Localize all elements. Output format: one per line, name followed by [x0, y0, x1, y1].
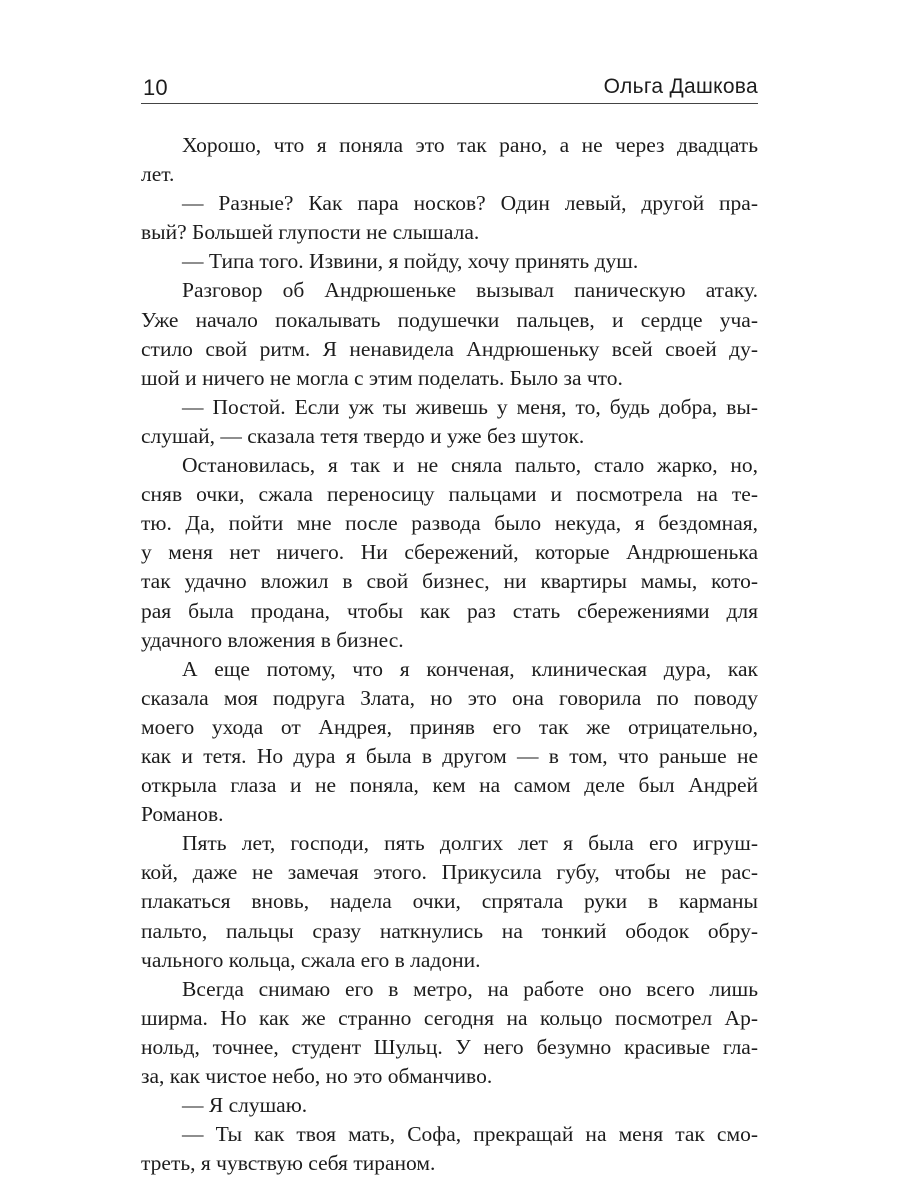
author-name: Ольга Дашкова: [603, 75, 758, 98]
text-line: — Типа того. Извини, я пойду, хочу принять душ.: [182, 249, 639, 274]
text-line: Хорошо, что я поняла это так рано, а не через двадцать: [182, 133, 758, 157]
text-line: Всегда снимаю его в метро, на работе оно всего лишь: [182, 976, 758, 1001]
text-line: слушай, — сказала тетя твердо и уже без шуток.: [141, 423, 585, 448]
text-line: плакаться вновь, надела очки, спрятала руки в карманы: [141, 889, 758, 914]
text-line: Романов.: [141, 802, 224, 827]
text-line: — Ты как твоя мать, Софа, прекращай на меня так смо-: [182, 1122, 758, 1147]
text-line: А еще потому, что я конченая, клиническая дура, как: [182, 656, 758, 681]
running-head: [141, 73, 758, 104]
text-line: удачного вложения в бизнес.: [141, 627, 404, 652]
text-line: шой и ничего не могла с этим поделать. Было за что.: [141, 365, 623, 390]
text-line: рая была продана, чтобы как раз стать сбережениями для: [141, 598, 758, 623]
text-line: стило свой ритм. Я ненавидела Андрюшеньку всей своей ду-: [141, 336, 758, 361]
text-line: Разговор об Андрюшеньке вызывал паническую атаку.: [182, 278, 758, 303]
text-line: лет.: [141, 162, 175, 187]
body-text: [141, 131, 758, 1178]
text-line: сняв очки, сжала переносицу пальцами и посмотрела на те-: [141, 482, 758, 507]
text-line: Уже начало покалывать подушечки пальцев, и сердце уча-: [141, 307, 758, 332]
text-line: Пять лет, господи, пять долгих лет я была его игруш-: [182, 831, 758, 856]
text-line: как и тетя. Но дура я была в другом — в том, что раньше не: [141, 743, 758, 768]
text-line: нольд, точнее, студент Шульц. У него безумно красивые гла-: [141, 1034, 758, 1059]
text-line: — Постой. Если уж ты живешь у меня, то, будь добра, вы-: [182, 394, 758, 419]
text-line: за, как чистое небо, но это обманчиво.: [141, 1064, 493, 1088]
text-line: — Разные? Как пара носков? Один левый, другой пра-: [182, 191, 758, 216]
text-line: тю. Да, пойти мне после развода было некуда, я бездомная,: [141, 511, 758, 536]
text-line: открыла глаза и не поняла, кем на самом деле был Андрей: [141, 773, 758, 798]
text-line: моего ухода от Андрея, приняв его так же отрицательно,: [141, 714, 758, 739]
text-line: пальто, пальцы сразу наткнулись на тонкий ободок обру-: [141, 918, 758, 943]
page-number: 10: [143, 75, 168, 100]
text-line: чального кольца, сжала его в ладони.: [141, 947, 481, 972]
text-line: Остановилась, я так и не сняла пальто, стало жарко, но,: [182, 453, 758, 478]
text-line: кой, даже не замечая этого. Прикусила губу, чтобы не рас-: [141, 860, 758, 885]
text-line: вый? Большей глупости не слышала.: [141, 220, 480, 245]
text-line: так удачно вложил в свой бизнес, ни квартиры мамы, кото-: [141, 569, 758, 594]
text-line: ширма. Но как же странно сегодня на кольцо посмотрел Ар-: [141, 1005, 758, 1030]
text-line: — Я слушаю.: [182, 1093, 308, 1118]
text-line: треть, я чувствую себя тираном.: [141, 1151, 436, 1176]
text-line: у меня нет ничего. Ни сбережений, которые Андрюшенька: [141, 540, 758, 565]
text-line: сказала моя подруга Злата, но это она говорила по поводу: [141, 685, 758, 710]
